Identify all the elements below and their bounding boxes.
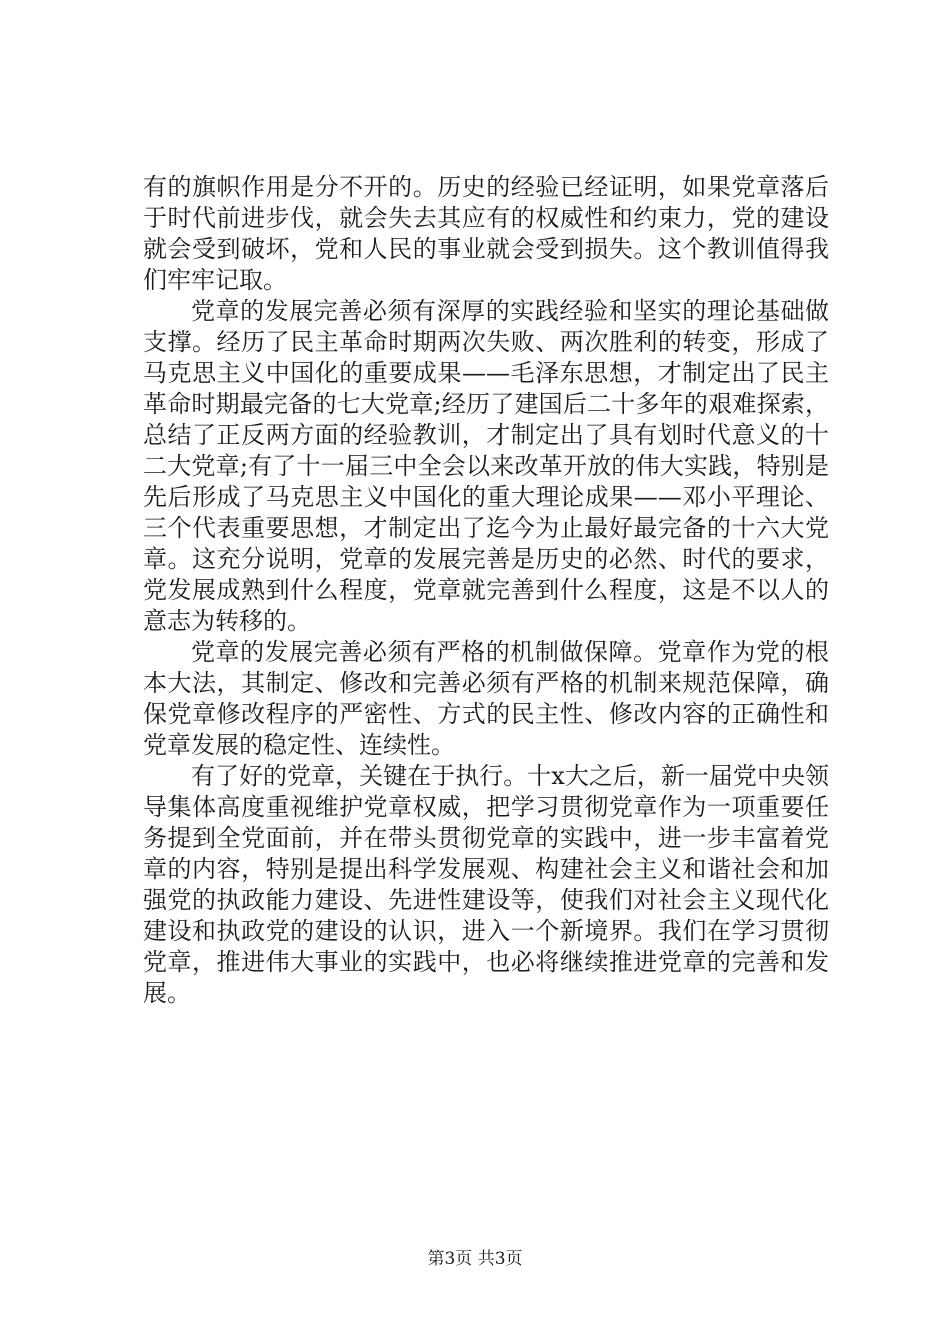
page-number-footer: 第3页 共3页 <box>427 1249 523 1269</box>
paragraph-2: 党章的发展完善必须有深厚的实践经验和坚实的理论基础做支撑。经历了民主革命时期两次失败、两次胜利的转变，形成了马克思主义中国化的重要成果——毛泽东思想，才制定出了民主革命时期最完备的七大党章;经历了建国后二十多年的艰难探索，总结了正反两方面的经验教训，才制定出了具有划时代意义的十二大党章;有了十一届三中全会以来改革开放的伟大实践，特别是先后形成了马克思主义中国化的重大理论成果——邓小平理论、三个代表重要思想，才制定出了迄今为止最好最完备的十六大党章。这充分说明，党章的发展完善是历史的必然、时代的要求，党发展成熟到什么程度，党章就完善到什么程度，这是不以人的意志为转移的。 <box>143 297 829 635</box>
paragraph-4: 有了好的党章，关键在于执行。十x大之后，新一届党中央领导集体高度重视维护党章权威，把学习贯彻党章作为一项重要任务提到全党面前，并在带头贯彻党章的实践中，进一步丰富着党章的内容，特别是提出科学发展观、构建社会主义和谐社会和加强党的执政能力建设、先进性建设等，使我们对社会主义现代化建设和执政党的建设的认识，进入一个新境界。我们在学习贯彻党章，推进伟大事业的实践中，也必将继续推进党章的完善和发展。 <box>143 762 829 1007</box>
paragraph-3: 党章的发展完善必须有严格的机制做保障。党章作为党的根本大法，其制定、修改和完善必须有严格的机制来规范保障，确保党章修改程序的严密性、方式的民主性、修改内容的正确性和党章发展的稳定性、连续性。 <box>143 638 829 759</box>
document-body <box>143 172 829 1009</box>
paragraph-1: 有的旗帜作用是分不开的。历史的经验已经证明，如果党章落后于时代前进步伐，就会失去其应有的权威性和约束力，党的建设就会受到破坏，党和人民的事业就会受到损失。这个教训值得我们牢牢记取。 <box>143 173 829 294</box>
